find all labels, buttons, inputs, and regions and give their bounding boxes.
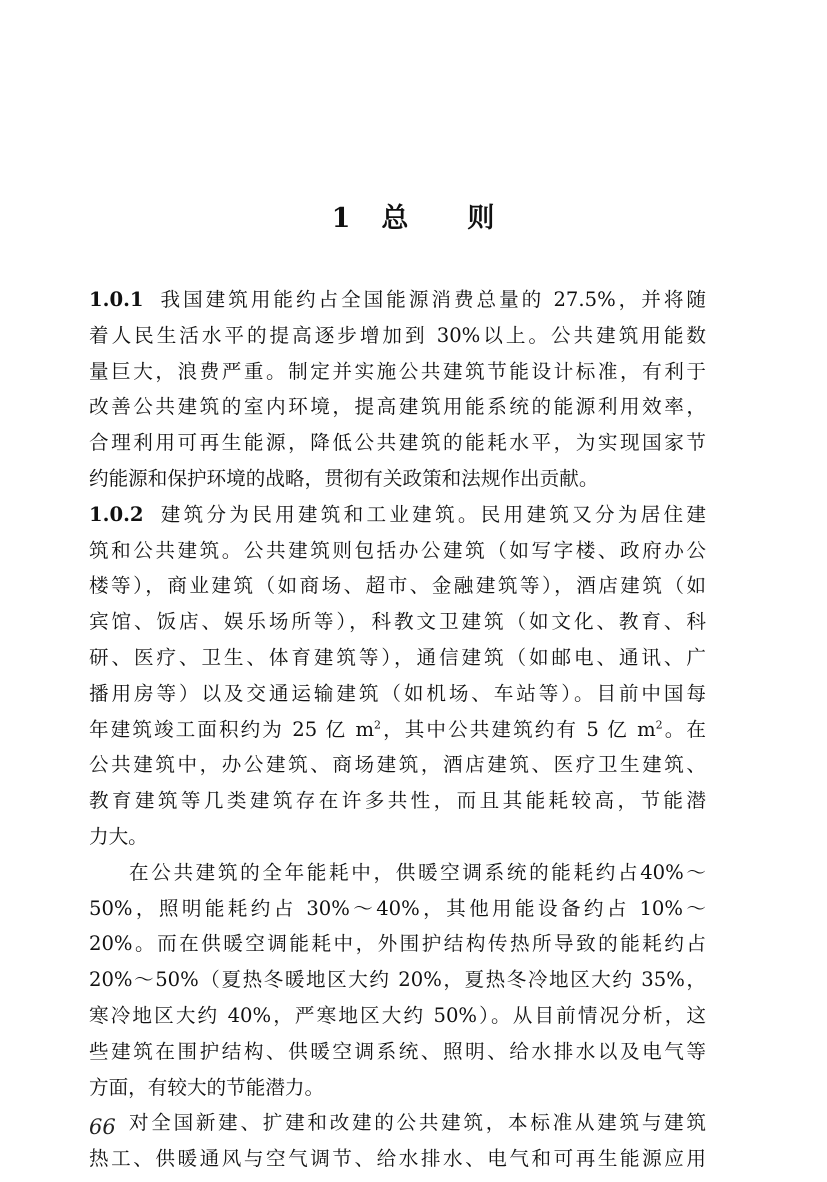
area-unit-exponent-1: 2 <box>374 718 382 732</box>
clause-2-line-6: 播用房等）以及交通运输建筑（如机场、车站等）。目前中国每 <box>89 681 706 705</box>
chapter-title-char-2: 则 <box>467 203 496 234</box>
page-number: 66 <box>89 1115 116 1139</box>
paragraph-3-line-3: 20%。而在供暖空调能耗中，外围护结构传热所导致的能耗约占 <box>89 932 706 956</box>
clause-2-area-line <box>89 712 706 748</box>
clause-2-line-10: 力大。 <box>89 824 148 848</box>
area-text-2: ，其中公共建筑约有 5 亿 m <box>381 717 656 741</box>
clause-1-line-1 <box>89 282 706 318</box>
paragraph-3-line-5: 寒冷地区大约 40%，严寒地区大约 50%）。从目前情况分析，这 <box>89 1003 706 1027</box>
clause-1-line-4: 改善公共建筑的室内环境，提高建筑用能系统的能源利用效率， <box>89 395 706 419</box>
chapter-title <box>0 196 827 235</box>
clause-1-line-5: 合理利用可再生能源，降低公共建筑的能耗水平，为实现国家节 <box>89 431 706 455</box>
clause-2-line-5: 研、医疗、卫生、体育建筑等），通信建筑（如邮电、通讯、广 <box>89 645 706 669</box>
clause-2-line-3: 楼等），商业建筑（如商场、超市、金融建筑等），酒店建筑（如 <box>89 574 706 598</box>
clause-2-line-4: 宾馆、饭店、娱乐场所等），科教文卫建筑（如文化、教育、科 <box>89 610 706 634</box>
clause-1-number: 1.0.1 <box>89 288 144 311</box>
clause-2-line-8: 公共建筑中，办公建筑、商场建筑，酒店建筑、医疗卫生建筑、 <box>89 753 706 777</box>
paragraph-3-line-1: 在公共建筑的全年能耗中，供暖空调系统的能耗约占40%～ <box>129 860 706 884</box>
chapter-number: 1 <box>331 203 352 234</box>
clause-1-line-2: 着人民生活水平的提高逐步增加到 30%以上。公共建筑用能数 <box>89 323 706 347</box>
clause-2-line-2: 筑和公共建筑。公共建筑则包括办公建筑（如写字楼、政府办公 <box>89 538 706 562</box>
clause-1-line-3: 量巨大，浪费严重。制定并实施公共建筑节能设计标准，有利于 <box>89 359 706 383</box>
clause-2-number: 1.0.2 <box>89 502 144 526</box>
chapter-title-char-1: 总 <box>381 203 410 234</box>
paragraph-4-line-2: 热工、供暖通风与空气调节、给水排水、电气和可再生能源应用 <box>89 1147 706 1171</box>
area-text-3: 。在 <box>662 717 706 741</box>
area-text-1: 年建筑竣工面积约为 25 亿 m <box>89 717 375 741</box>
clause-1-line-6: 约能源和保护环境的战略，贯彻有关政策和法规作出贡献。 <box>89 466 599 490</box>
area-unit-exponent-2: 2 <box>655 718 663 732</box>
clause-1-text: 我国建筑用能约占全国能源消费总量的 27.5%，并将随 <box>157 288 706 311</box>
body-text <box>89 282 706 1177</box>
paragraph-4-line-1: 对全国新建、扩建和改建的公共建筑，本标准从建筑与建筑 <box>129 1111 706 1135</box>
clause-2-line-9: 教育建筑等几类建筑存在许多共性，而且其能耗较高，节能潜 <box>89 789 706 813</box>
paragraph-3-line-6: 些建筑在围护结构、供暖空调系统、照明、给水排水以及电气等 <box>89 1039 706 1063</box>
clause-2-text: 建筑分为民用建筑和工业建筑。民用建筑又分为居住建 <box>157 502 706 526</box>
clause-2-line-1 <box>89 497 706 533</box>
paragraph-3-line-2: 50%，照明能耗约占 30%～40%，其他用能设备约占 10%～ <box>89 896 706 920</box>
paragraph-3-line-4: 20%～50%（夏热冬暖地区大约 20%，夏热冬冷地区大约 35%， <box>89 968 706 992</box>
paragraph-3-line-7: 方面，有较大的节能潜力。 <box>89 1075 325 1099</box>
